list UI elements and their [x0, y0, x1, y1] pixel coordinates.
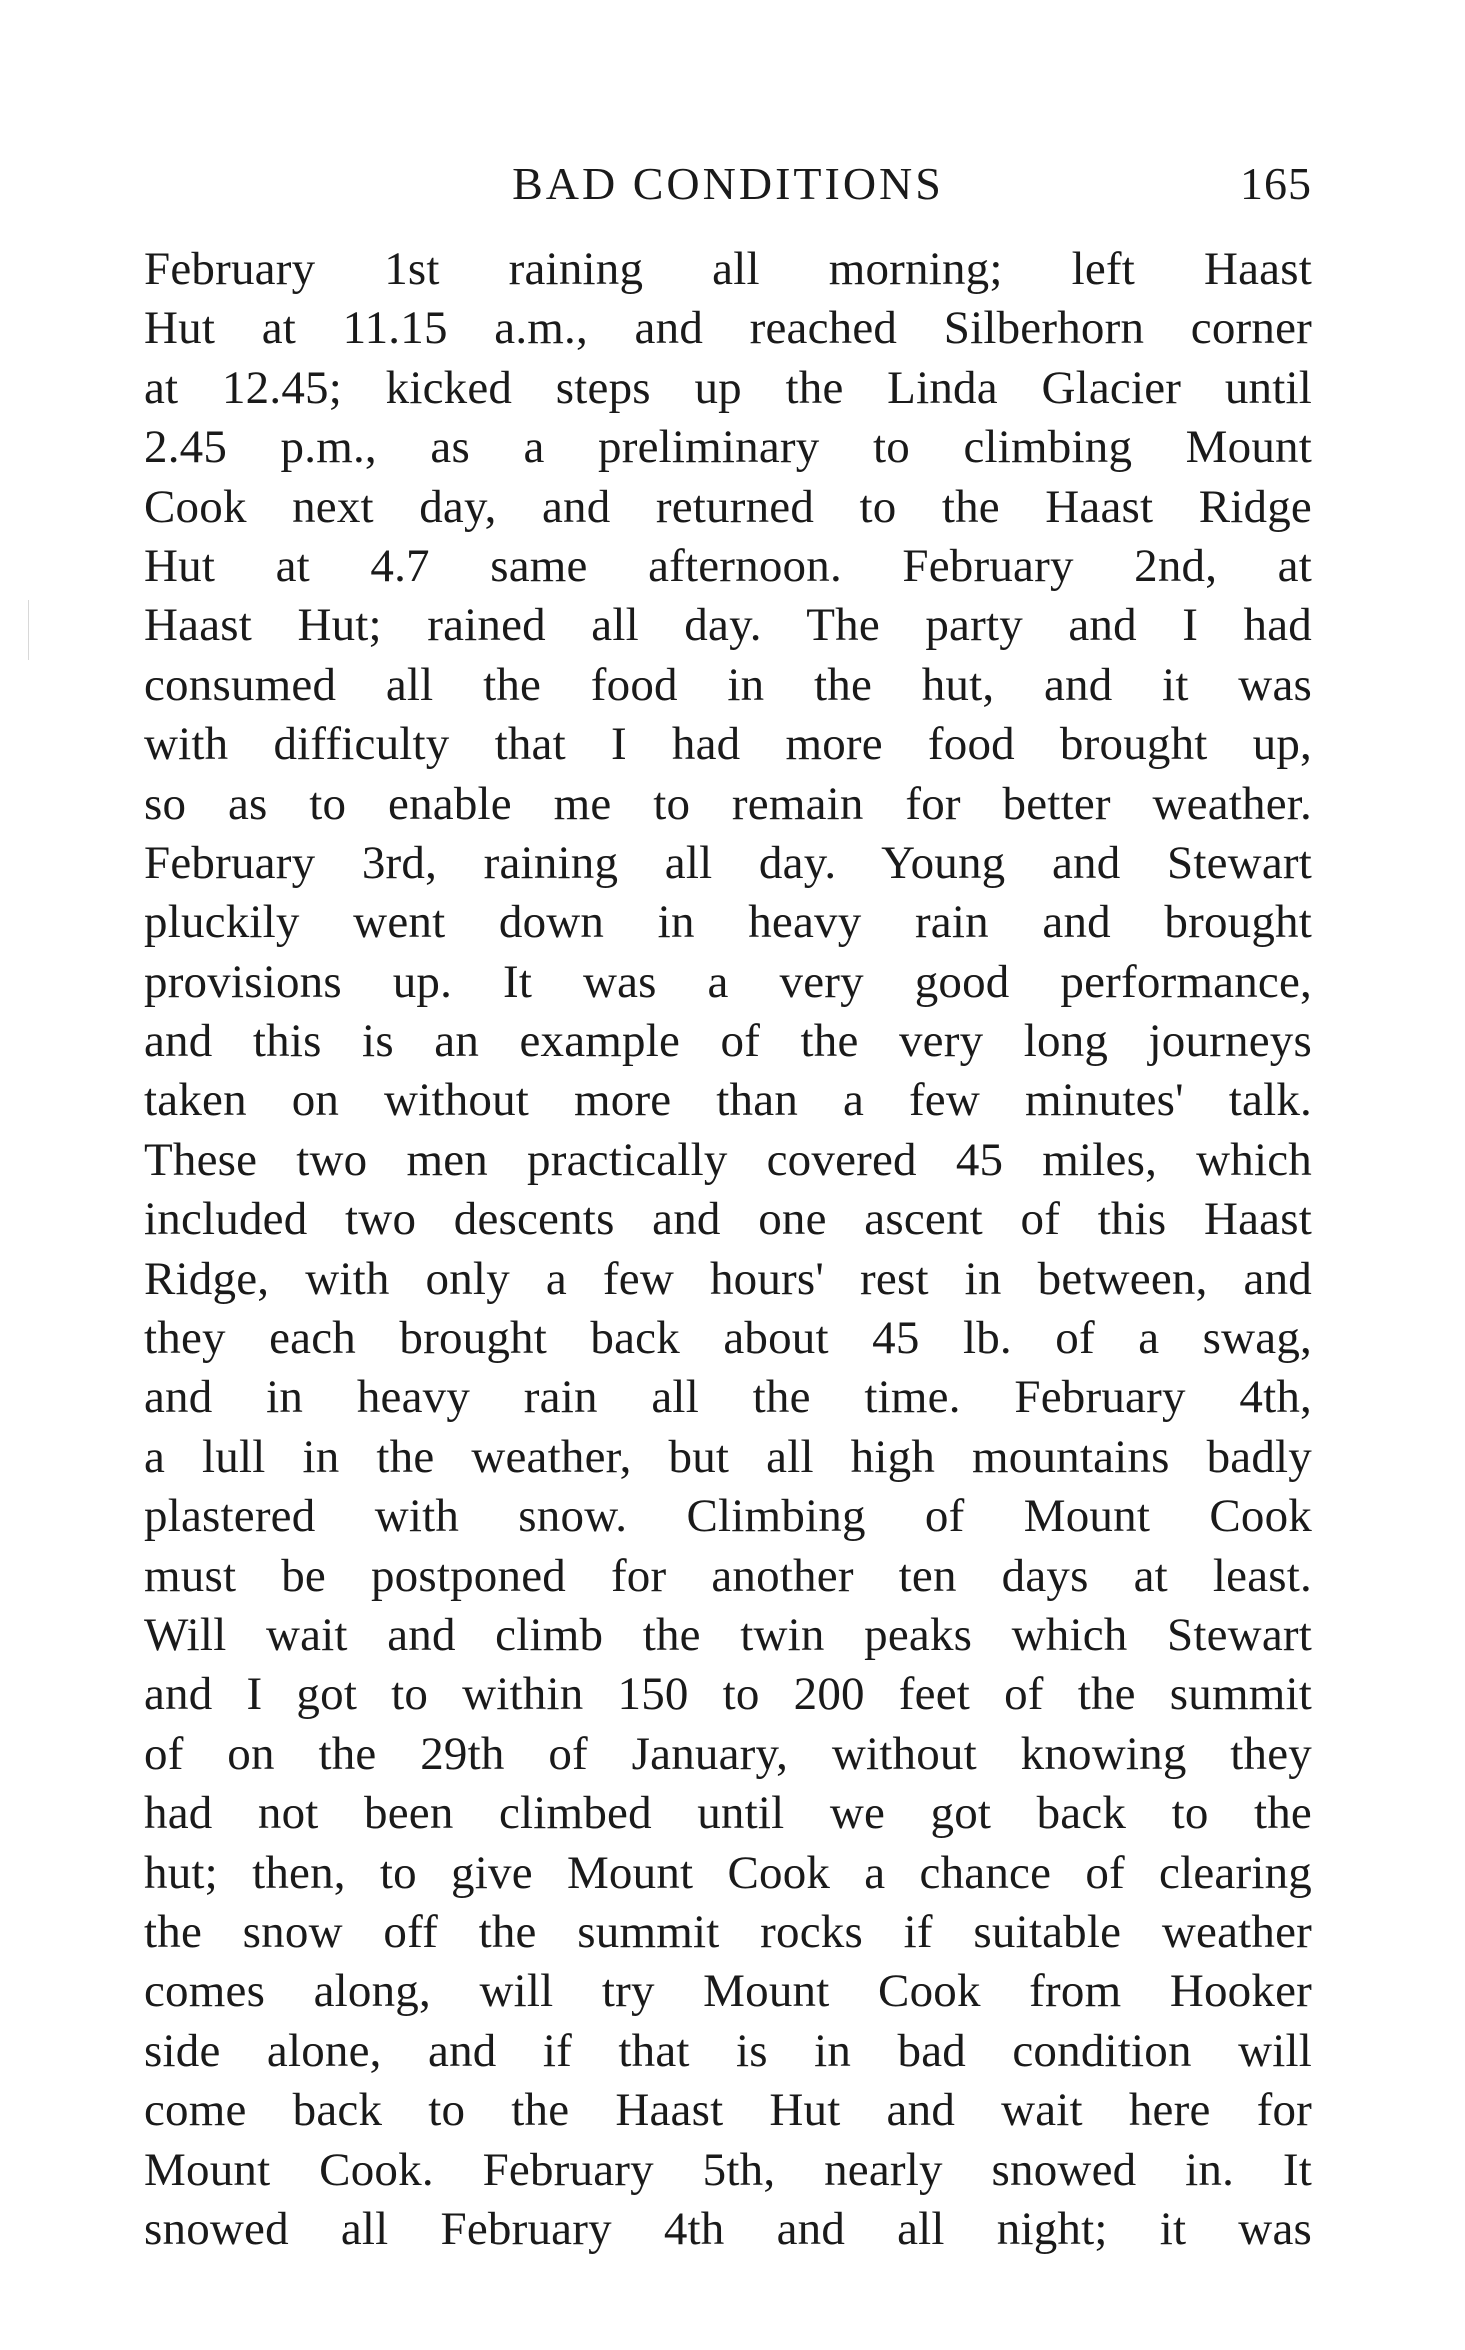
- text-line: side alone, and if that is in bad condition will: [144, 2024, 1312, 2077]
- text-line: taken on without more than a few minutes' talk.: [144, 1074, 1312, 1127]
- text-line: a lull in the weather, but all high mountains badly: [144, 1430, 1312, 1483]
- text-line: and I got to within 150 to 200 feet of the summit: [144, 1668, 1312, 1721]
- text-line: and this is an example of the very long journeys: [144, 1015, 1312, 1068]
- running-title: BAD CONDITIONS: [512, 158, 944, 209]
- text-line: included two descents and one ascent of this Haast: [144, 1193, 1312, 1246]
- text-line: so as to enable me to remain for better weather.: [144, 777, 1312, 830]
- text-line: the snow off the summit rocks if suitable weather: [144, 1905, 1312, 1958]
- text-line: and in heavy rain all the time. February 4th,: [144, 1371, 1312, 1424]
- text-line: must be postponed for another ten days at least.: [144, 1549, 1312, 1602]
- text-line: plastered with snow. Climbing of Mount Cook: [144, 1490, 1312, 1543]
- text-line: 2.45 p.m., as a preliminary to climbing Mount: [144, 421, 1312, 474]
- text-line: Hut at 4.7 same afternoon. February 2nd, at: [144, 539, 1312, 592]
- text-line: Ridge, with only a few hours' rest in between, and: [144, 1252, 1312, 1305]
- text-line: consumed all the food in the hut, and it was: [144, 658, 1312, 711]
- text-line: February 3rd, raining all day. Young and Stewart: [144, 836, 1312, 889]
- body-text: [144, 240, 1312, 2259]
- text-line: with difficulty that I had more food brought up,: [144, 718, 1312, 771]
- text-line: Mount Cook. February 5th, nearly snowed in. It: [144, 2143, 1312, 2196]
- text-line: provisions up. It was a very good performance,: [144, 955, 1312, 1008]
- running-head: [144, 152, 1312, 216]
- text-line: comes along, will try Mount Cook from Hooker: [144, 1965, 1312, 2018]
- text-line: they each brought back about 45 lb. of a swag,: [144, 1312, 1312, 1365]
- margin-mark: [28, 600, 29, 660]
- text-line: of on the 29th of January, without knowing they: [144, 1727, 1312, 1780]
- text-line: Cook next day, and returned to the Haast Ridge: [144, 480, 1312, 533]
- text-line: hut; then, to give Mount Cook a chance of clearing: [144, 1846, 1312, 1899]
- text-line: come back to the Haast Hut and wait here for: [144, 2084, 1312, 2137]
- text-line: Haast Hut; rained all day. The party and I had: [144, 599, 1312, 652]
- text-line: Will wait and climb the twin peaks which Stewart: [144, 1608, 1312, 1661]
- text-line: snowed all February 4th and all night; it was: [144, 2202, 1312, 2255]
- text-line: These two men practically covered 45 miles, which: [144, 1133, 1312, 1186]
- text-line: had not been climbed until we got back to the: [144, 1787, 1312, 1840]
- text-line: pluckily went down in heavy rain and brought: [144, 896, 1312, 949]
- text-line: at 12.45; kicked steps up the Linda Glacier until: [144, 361, 1312, 414]
- text-line: February 1st raining all morning; left Haast: [144, 243, 1312, 295]
- text-line: Hut at 11.15 a.m., and reached Silberhorn corner: [144, 302, 1312, 355]
- page-number: 165: [1240, 158, 1312, 209]
